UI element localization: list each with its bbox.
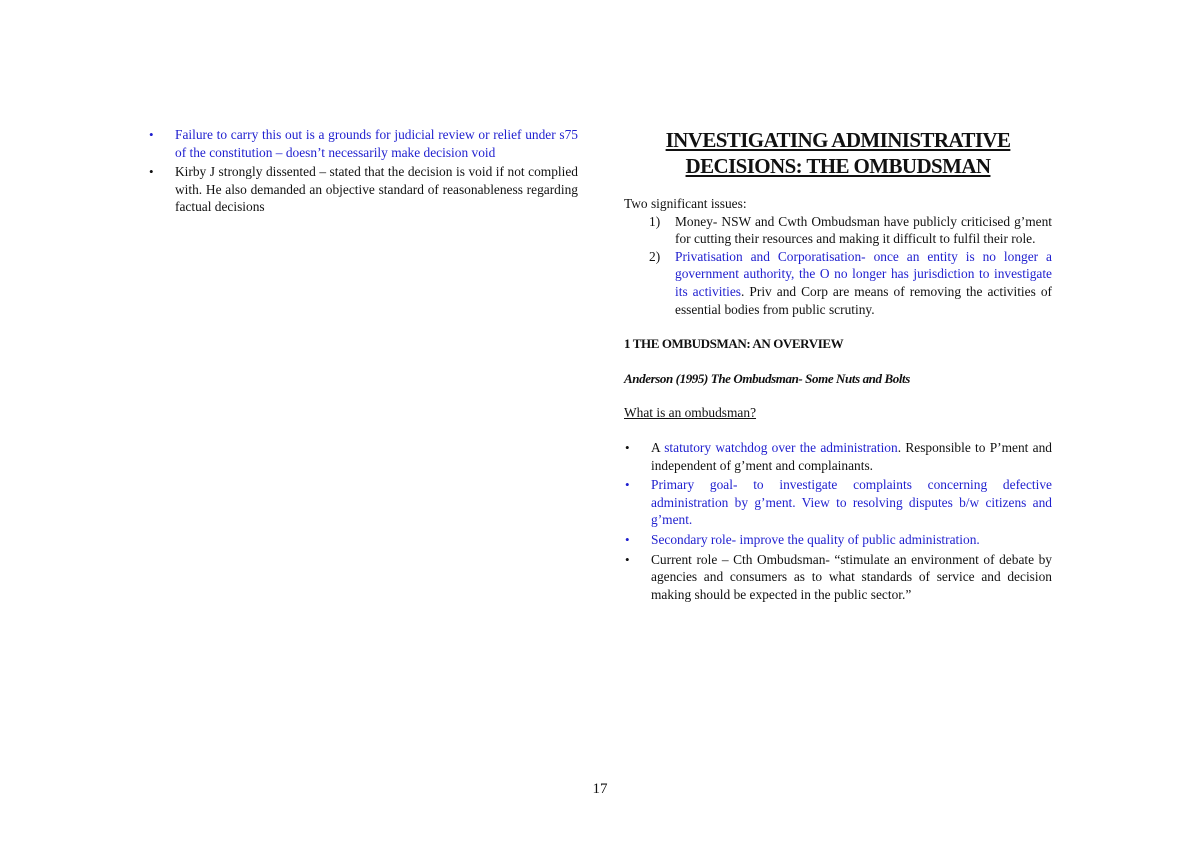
source-heading: Anderson (1995) The Ombudsman- Some Nuts and Bolts — [624, 370, 910, 386]
issue-text: Money- NSW and Cwth Ombudsman have publicly criticised g’ment for cutting their resources and making it difficult to fulfil their role. — [675, 213, 1052, 247]
list-item — [148, 163, 578, 216]
list-item — [624, 213, 1052, 248]
bullet-icon: • — [149, 127, 154, 142]
section-heading: 1 THE OMBUDSMAN: AN OVERVIEW — [624, 336, 844, 352]
bullet-text: A — [651, 439, 665, 455]
left-bullet-list — [148, 126, 578, 216]
bullet-text: Kirby J strongly dissented – stated that the decision is void if not complied with. He also demanded an objective standard of reasonableness regarding factual decisions — [175, 164, 578, 215]
issue-highlight-text: Privatisation and Corporatisation- once an entity is no longer a government authority, the O no longer has jurisdiction to investigate its activities — [675, 248, 1052, 299]
bullet-icon: • — [149, 164, 154, 180]
list-item — [148, 126, 578, 161]
bullet-highlight-text: Secondary role- improve the quality of public administration. — [651, 531, 980, 547]
issue-text: . Priv and Corp are means of removing the activities of essential bodies from public scrutiny. — [675, 283, 1052, 317]
right-column — [624, 126, 1052, 605]
intro-text: Two significant issues: — [624, 196, 747, 211]
issues-list — [624, 213, 1052, 319]
list-item — [624, 551, 1052, 604]
bullet-icon: • — [625, 551, 630, 567]
list-item — [624, 248, 1052, 318]
ombudsman-bullet-list — [624, 439, 1052, 603]
bullet-icon: • — [625, 477, 630, 493]
title-line-1: INVESTIGATING ADMINISTRATIVE — [665, 128, 1011, 152]
page-title — [624, 127, 1052, 179]
list-item — [624, 531, 1052, 549]
bullet-icon: • — [625, 439, 630, 455]
list-number: 2) — [649, 248, 661, 264]
bullet-text: . Responsible to P’ment and independent of g’ment and complainants. — [651, 439, 1053, 473]
list-item — [624, 476, 1052, 529]
list-number: 1) — [649, 213, 661, 229]
bullet-highlight-text: statutory watchdog over the administration — [664, 439, 898, 455]
list-item — [624, 439, 1052, 474]
bullet-text: Failure to carry this out is a grounds for judicial review or relief under s75 of the constitution – doesn’t necessarily make decision void — [175, 127, 578, 160]
subheading: What is an ombudsman? — [624, 405, 757, 421]
bullet-highlight-text: Primary goal- to investigate complaints concerning defective administration by g’ment. View to resolving disputes b/w citizens and g’ment. — [651, 477, 1052, 528]
bullet-text: Current role – Cth Ombudsman- “stimulate an environment of debate by agencies and consumers as to what standards of service and decision making should be expected in the public sector.” — [651, 551, 1052, 602]
left-column — [148, 126, 578, 218]
page-number: 17 — [592, 781, 608, 797]
title-line-2: DECISIONS: THE OMBUDSMAN — [685, 154, 991, 178]
bullet-icon: • — [625, 531, 630, 547]
